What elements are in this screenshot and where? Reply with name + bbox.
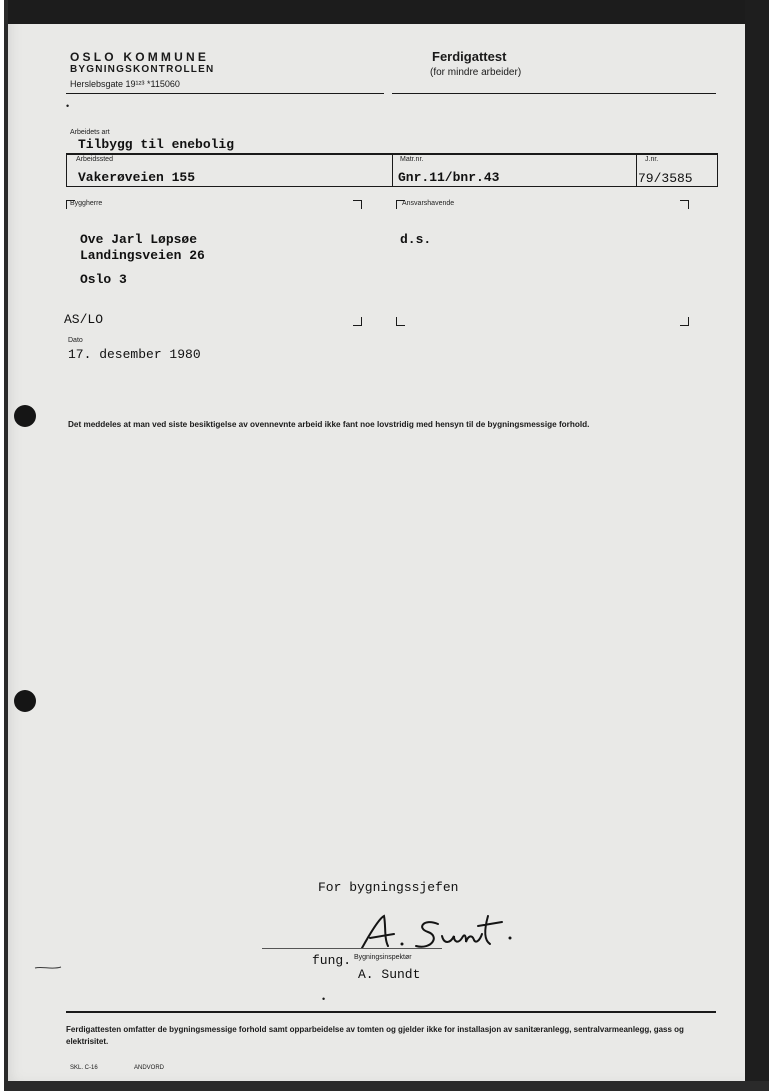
signer-name: A. Sundt	[358, 967, 421, 982]
organization-name: OSLO KOMMUNE	[70, 50, 210, 64]
document-sheet	[4, 0, 769, 1091]
date-value: 17. desember 1980	[68, 347, 201, 362]
responsible-label: Ansvarshavende	[402, 200, 455, 207]
scratch-mark	[34, 965, 62, 971]
owner-label: Byggherre	[70, 200, 103, 207]
site-box-bottom	[66, 186, 718, 187]
work-type-value: Tilbygg til enebolig	[78, 137, 235, 152]
organization-department: BYGNINGSKONTROLLEN	[70, 64, 215, 75]
site-label: Arbeidssted	[76, 156, 113, 163]
document-title: Ferdigattest	[432, 49, 507, 64]
owner-street: Landingsveien 26	[80, 248, 205, 263]
signature-rule	[262, 948, 442, 949]
organization-address: Herslebsgate 19¹²³ *115060	[70, 79, 180, 89]
title-prefix: fung.	[312, 953, 352, 968]
owner-name: Ove Jarl Løpsøe	[80, 232, 198, 247]
jnr-value: 79/3585	[638, 171, 693, 186]
document-subtitle: (for mindre arbeider)	[430, 67, 522, 78]
header-rule-left	[66, 93, 384, 94]
date-label: Dato	[68, 337, 83, 344]
print-mark: ANDVORD	[134, 1065, 165, 1071]
on-behalf-text: For bygningssjefen	[318, 880, 459, 895]
site-box-divider-1	[392, 153, 393, 187]
site-value: Vakerøveien 155	[78, 170, 196, 185]
scan-border-right	[745, 0, 769, 1091]
jnr-label: J.nr.	[645, 156, 659, 163]
punch-hole-upper	[14, 405, 36, 427]
reference-code: AS/LO	[64, 312, 104, 327]
owner-corner-br	[353, 317, 362, 326]
site-box-left	[66, 153, 67, 187]
punch-hole-lower	[14, 690, 36, 712]
site-box-divider-2	[636, 153, 637, 187]
responsible-corner-br	[680, 317, 689, 326]
owner-city: Oslo 3	[80, 272, 127, 287]
scan-border-bottom	[4, 1081, 769, 1091]
matr-label: Matr.nr.	[400, 156, 424, 163]
scan-border-top	[4, 0, 769, 24]
responsible-value: d.s.	[400, 232, 432, 247]
responsible-corner-tr	[680, 200, 689, 209]
header-rule-right	[392, 93, 716, 94]
matr-value: Gnr.11/bnr.43	[398, 170, 500, 185]
dot-mark: •	[66, 101, 70, 111]
form-code: SKL. C-16	[70, 1065, 98, 1071]
work-type-label: Arbeidets art	[70, 129, 110, 136]
scan-border-left	[4, 0, 8, 1091]
owner-corner-tr	[353, 200, 362, 209]
footer-rule	[66, 1011, 716, 1013]
responsible-corner-bl	[396, 317, 405, 326]
title-label: Bygningsinspektør	[354, 954, 412, 961]
footer-note: Ferdigattesten omfatter de bygningsmessige forhold samt opparbeidelse av tomten og gjelder ikke for installasjon av sanitæranlegg, sentralvarmeanlegg, gass og elektrisitet.	[66, 1025, 684, 1046]
small-mark: •	[322, 994, 326, 1004]
certificate-statement: Det meddeles at man ved siste besiktigelse av ovennevnte arbeid ikke fant noe lovstridig med hensyn til de bygningsmessige forhold.	[68, 420, 590, 429]
site-box-right	[717, 153, 718, 187]
